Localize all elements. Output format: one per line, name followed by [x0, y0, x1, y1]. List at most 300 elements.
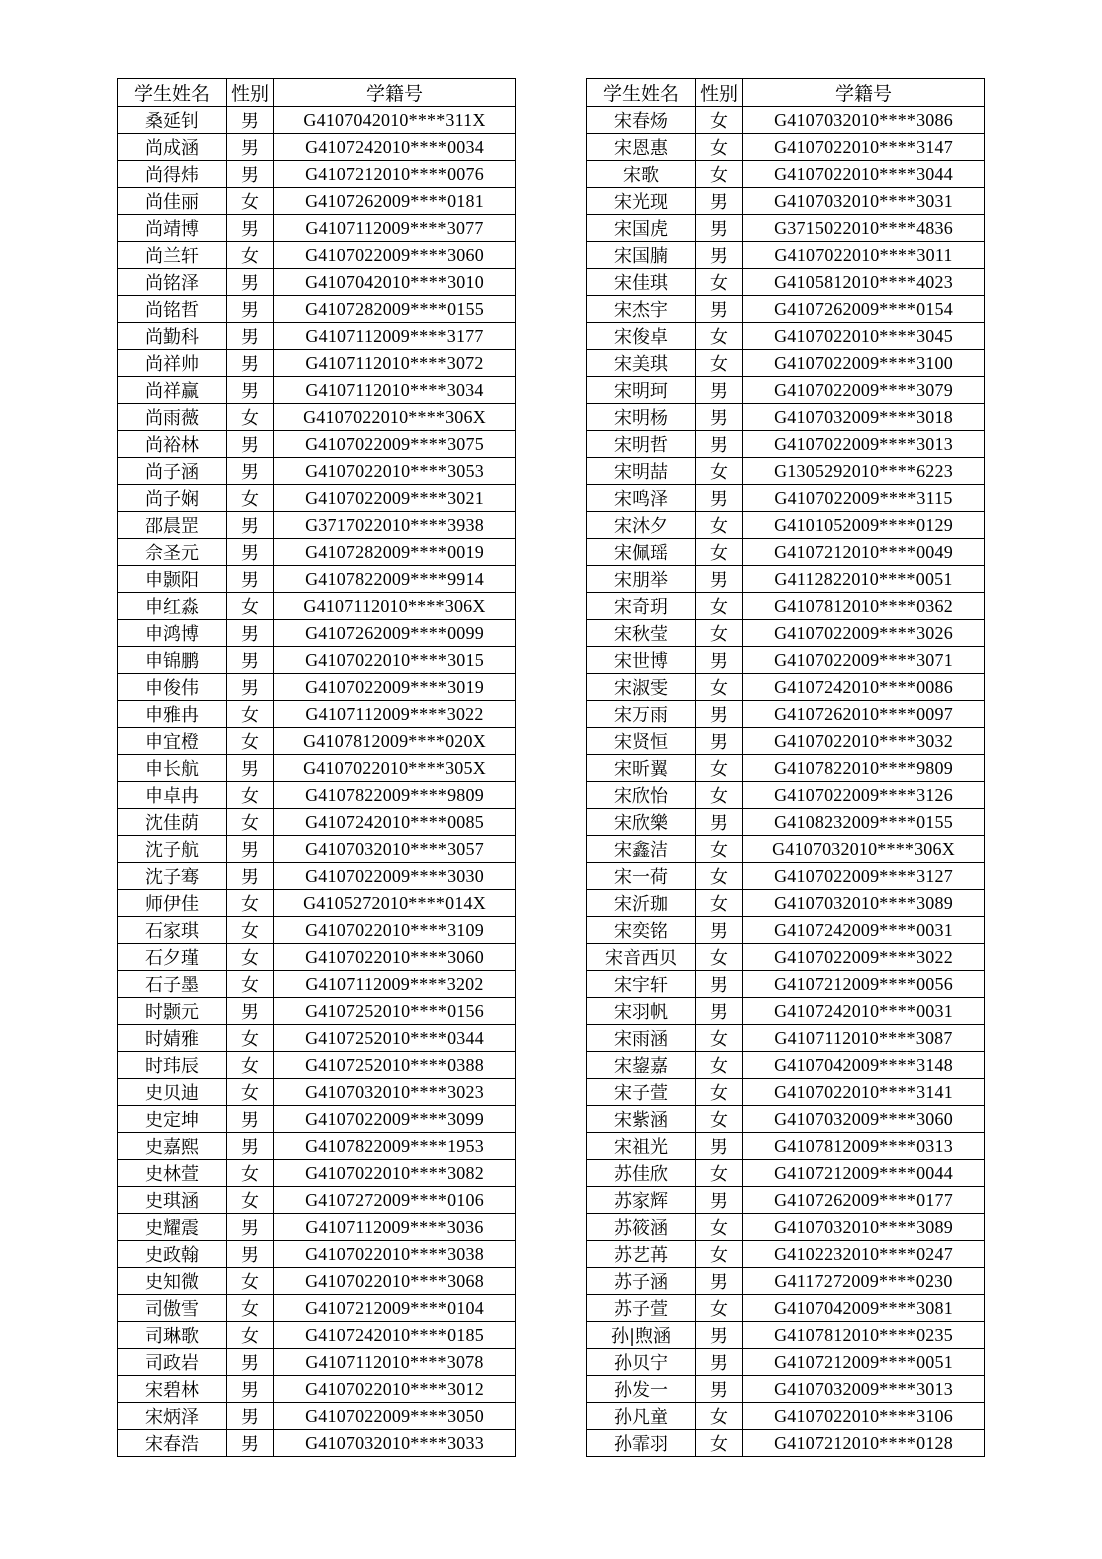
student-id: G4107022009****3030 — [274, 863, 516, 890]
student-id: G4107032010****3023 — [274, 1079, 516, 1106]
student-gender: 女 — [227, 944, 274, 971]
table-row — [587, 1187, 985, 1214]
student-id: G4107022009****3115 — [743, 485, 985, 512]
student-gender: 男 — [227, 836, 274, 863]
student-name: 宋春浩 — [118, 1430, 227, 1457]
table-row — [587, 1268, 985, 1295]
student-name: 宋明喆 — [587, 458, 696, 485]
student-name: 申红淼 — [118, 593, 227, 620]
student-gender: 女 — [696, 836, 743, 863]
table-row — [118, 1403, 516, 1430]
table-row — [118, 782, 516, 809]
table-row — [587, 647, 985, 674]
student-gender: 男 — [227, 1133, 274, 1160]
student-id: G4107112009****3177 — [274, 323, 516, 350]
student-name: 尚靖博 — [118, 215, 227, 242]
table-row — [118, 1133, 516, 1160]
student-name: 司政岩 — [118, 1349, 227, 1376]
student-id: G4107212010****0049 — [743, 539, 985, 566]
student-id: G4107022010****3015 — [274, 647, 516, 674]
student-id: G4107022010****3032 — [743, 728, 985, 755]
table-row — [587, 620, 985, 647]
student-gender: 女 — [227, 809, 274, 836]
table-row — [587, 1160, 985, 1187]
student-id: G4102232010****0247 — [743, 1241, 985, 1268]
table-row — [118, 620, 516, 647]
student-gender: 男 — [227, 161, 274, 188]
student-id: G4107032010****3086 — [743, 107, 985, 134]
table-row — [587, 971, 985, 998]
table-row — [118, 647, 516, 674]
student-id: G3715022010****4836 — [743, 215, 985, 242]
table-row — [118, 161, 516, 188]
student-gender: 男 — [227, 215, 274, 242]
table-row — [118, 1052, 516, 1079]
student-gender: 女 — [696, 782, 743, 809]
student-name: 石夕瑾 — [118, 944, 227, 971]
student-gender: 女 — [696, 1025, 743, 1052]
student-gender: 男 — [227, 539, 274, 566]
student-gender: 女 — [227, 1160, 274, 1187]
student-gender: 女 — [227, 188, 274, 215]
student-id: G4107112010****3034 — [274, 377, 516, 404]
student-name: 宋恩惠 — [587, 134, 696, 161]
table-row — [118, 269, 516, 296]
student-name: 史知微 — [118, 1268, 227, 1295]
student-gender: 女 — [696, 593, 743, 620]
student-name: 宋羽帆 — [587, 998, 696, 1025]
student-id: G4107212009****0051 — [743, 1349, 985, 1376]
student-name: 宋昕翼 — [587, 755, 696, 782]
student-id: G4105812010****4023 — [743, 269, 985, 296]
header-name: 学生姓名 — [587, 79, 696, 107]
student-id: G4107112010****3087 — [743, 1025, 985, 1052]
student-id: G4107822009****1953 — [274, 1133, 516, 1160]
student-id: G4107822009****9809 — [274, 782, 516, 809]
student-name: 史耀震 — [118, 1214, 227, 1241]
table-row — [587, 917, 985, 944]
student-name: 苏佳欣 — [587, 1160, 696, 1187]
table-row — [587, 242, 985, 269]
student-id: G4107022010****3109 — [274, 917, 516, 944]
table-row — [587, 782, 985, 809]
student-id: G4117272009****0230 — [743, 1268, 985, 1295]
student-id: G4107282009****0019 — [274, 539, 516, 566]
student-name: 沈子骞 — [118, 863, 227, 890]
table-row — [118, 215, 516, 242]
student-gender: 男 — [227, 377, 274, 404]
student-gender: 女 — [696, 1403, 743, 1430]
table-row — [118, 1241, 516, 1268]
table-row — [587, 377, 985, 404]
student-name: 宋沂珈 — [587, 890, 696, 917]
student-id: G4107022010****3044 — [743, 161, 985, 188]
student-name: 申俊伟 — [118, 674, 227, 701]
table-row — [587, 161, 985, 188]
table-row — [587, 1079, 985, 1106]
student-gender: 男 — [227, 1241, 274, 1268]
table-row — [118, 944, 516, 971]
student-name: 宋一荷 — [587, 863, 696, 890]
table-row — [587, 863, 985, 890]
student-id: G4107242010****0085 — [274, 809, 516, 836]
student-gender: 女 — [696, 1052, 743, 1079]
table-row — [118, 1322, 516, 1349]
table-row — [587, 107, 985, 134]
header-name: 学生姓名 — [118, 79, 227, 107]
table-row — [587, 1349, 985, 1376]
student-gender: 女 — [696, 269, 743, 296]
student-id: G4101052009****0129 — [743, 512, 985, 539]
student-name: 申鸿博 — [118, 620, 227, 647]
table-row — [118, 701, 516, 728]
student-id: G4105272010****014X — [274, 890, 516, 917]
student-name: 孙霏羽 — [587, 1430, 696, 1457]
student-name: 师伊佳 — [118, 890, 227, 917]
student-id: G4107262009****0181 — [274, 188, 516, 215]
student-gender: 女 — [227, 1052, 274, 1079]
student-id: G4107042010****311X — [274, 107, 516, 134]
student-name: 宋国腩 — [587, 242, 696, 269]
student-name: 尚子娴 — [118, 485, 227, 512]
student-gender: 女 — [696, 1241, 743, 1268]
student-id: G4107022009****3099 — [274, 1106, 516, 1133]
student-gender: 女 — [696, 539, 743, 566]
student-id: G4107822010****9809 — [743, 755, 985, 782]
student-name: 宋光现 — [587, 188, 696, 215]
student-name: 苏子涵 — [587, 1268, 696, 1295]
student-name: 宋鸣泽 — [587, 485, 696, 512]
student-gender: 女 — [227, 1079, 274, 1106]
table-row — [587, 269, 985, 296]
student-gender: 女 — [696, 1295, 743, 1322]
student-name: 宋杰宇 — [587, 296, 696, 323]
table-row — [118, 755, 516, 782]
table-row — [118, 809, 516, 836]
student-id: G4107032010****3089 — [743, 1214, 985, 1241]
student-id: G4107262009****0154 — [743, 296, 985, 323]
student-id: G4107212009****0104 — [274, 1295, 516, 1322]
student-gender: 女 — [696, 1079, 743, 1106]
student-id: G4107112009****3077 — [274, 215, 516, 242]
student-gender: 男 — [227, 269, 274, 296]
table-row — [587, 809, 985, 836]
table-row — [118, 296, 516, 323]
student-name: 尚得炜 — [118, 161, 227, 188]
student-id: G4107112010****3072 — [274, 350, 516, 377]
student-gender: 女 — [696, 350, 743, 377]
student-id: G4107022010****3053 — [274, 458, 516, 485]
table-row — [587, 1403, 985, 1430]
table-row — [587, 1322, 985, 1349]
student-name: 宋贤恒 — [587, 728, 696, 755]
table-row — [587, 134, 985, 161]
student-name: 时玮辰 — [118, 1052, 227, 1079]
student-id: G4107272009****0106 — [274, 1187, 516, 1214]
table-row — [587, 593, 985, 620]
student-name: 史定坤 — [118, 1106, 227, 1133]
student-gender: 女 — [696, 863, 743, 890]
student-name: 尚铭泽 — [118, 269, 227, 296]
student-gender: 女 — [696, 890, 743, 917]
student-name: 宋欣樂 — [587, 809, 696, 836]
student-id: G4107032009****3018 — [743, 404, 985, 431]
student-name: 邵晨罡 — [118, 512, 227, 539]
student-gender: 女 — [696, 323, 743, 350]
student-gender: 男 — [227, 1349, 274, 1376]
student-name: 沈佳荫 — [118, 809, 227, 836]
student-gender: 女 — [227, 1295, 274, 1322]
student-name: 石子墨 — [118, 971, 227, 998]
student-gender: 男 — [696, 404, 743, 431]
table-row — [587, 350, 985, 377]
table-row — [118, 107, 516, 134]
student-gender: 女 — [696, 134, 743, 161]
student-id: G4107032010****3033 — [274, 1430, 516, 1457]
table-row — [118, 1214, 516, 1241]
student-name: 桑延钊 — [118, 107, 227, 134]
student-id: G4107022010****3045 — [743, 323, 985, 350]
student-gender: 女 — [227, 890, 274, 917]
student-id: G4107022009****3071 — [743, 647, 985, 674]
student-gender: 男 — [227, 647, 274, 674]
student-gender: 男 — [227, 755, 274, 782]
student-gender: 男 — [227, 1430, 274, 1457]
student-id: G4107042009****3081 — [743, 1295, 985, 1322]
student-gender: 男 — [227, 1214, 274, 1241]
table-row — [587, 458, 985, 485]
student-gender: 男 — [227, 674, 274, 701]
table-row — [587, 1025, 985, 1052]
student-gender: 女 — [696, 1106, 743, 1133]
student-id: G4107022009****3060 — [274, 242, 516, 269]
student-name: 石家琪 — [118, 917, 227, 944]
student-id: G4107812009****0313 — [743, 1133, 985, 1160]
student-gender: 男 — [227, 566, 274, 593]
student-name: 宋淑雯 — [587, 674, 696, 701]
student-id: G4107252010****0156 — [274, 998, 516, 1025]
student-gender: 男 — [696, 377, 743, 404]
student-id: G4107282009****0155 — [274, 296, 516, 323]
student-id: G4107212010****0076 — [274, 161, 516, 188]
student-gender: 男 — [227, 323, 274, 350]
table-row — [118, 323, 516, 350]
table-row — [587, 1052, 985, 1079]
table-row — [118, 1430, 516, 1457]
student-gender: 女 — [696, 1160, 743, 1187]
student-name: 宋佳琪 — [587, 269, 696, 296]
student-id: G4107032010****306X — [743, 836, 985, 863]
student-name: 史嘉熙 — [118, 1133, 227, 1160]
student-id: G4107042010****3010 — [274, 269, 516, 296]
student-name: 宋国虎 — [587, 215, 696, 242]
table-row — [118, 512, 516, 539]
student-name: 尚兰轩 — [118, 242, 227, 269]
student-id: G4108232009****0155 — [743, 809, 985, 836]
student-id: G4107812010****0235 — [743, 1322, 985, 1349]
table-row — [587, 539, 985, 566]
student-gender: 女 — [227, 782, 274, 809]
student-id: G4107022010****3011 — [743, 242, 985, 269]
student-id: G4107112009****3036 — [274, 1214, 516, 1241]
student-name: 苏艺苒 — [587, 1241, 696, 1268]
student-name: 宋鑫洁 — [587, 836, 696, 863]
header-student-id: 学籍号 — [274, 79, 516, 107]
student-gender: 男 — [696, 647, 743, 674]
table-row — [118, 134, 516, 161]
student-gender: 女 — [227, 1268, 274, 1295]
student-gender: 男 — [227, 863, 274, 890]
table-row — [587, 188, 985, 215]
student-id: G4107022009****3126 — [743, 782, 985, 809]
student-gender: 女 — [227, 485, 274, 512]
student-name: 孙凡童 — [587, 1403, 696, 1430]
student-id: G4112822010****0051 — [743, 566, 985, 593]
student-gender: 女 — [227, 917, 274, 944]
student-id: G4107242009****0031 — [743, 917, 985, 944]
table-row — [118, 350, 516, 377]
student-id: G4107022010****3082 — [274, 1160, 516, 1187]
student-id: G4107022009****3100 — [743, 350, 985, 377]
student-gender: 女 — [696, 944, 743, 971]
table-row — [118, 1349, 516, 1376]
student-gender: 女 — [227, 1322, 274, 1349]
student-name: 沈子航 — [118, 836, 227, 863]
student-id: G4107022010****3106 — [743, 1403, 985, 1430]
student-id: G4107262010****0097 — [743, 701, 985, 728]
student-gender: 男 — [227, 1376, 274, 1403]
student-name: 宋春炀 — [587, 107, 696, 134]
student-gender: 男 — [696, 296, 743, 323]
table-row — [118, 1187, 516, 1214]
student-table-right — [586, 78, 985, 1457]
student-gender: 男 — [227, 620, 274, 647]
student-name: 尚勤科 — [118, 323, 227, 350]
student-name: 申锦鹏 — [118, 647, 227, 674]
student-id: G4107822009****9914 — [274, 566, 516, 593]
table-row — [587, 755, 985, 782]
table-row — [587, 566, 985, 593]
student-id: G4107112009****3202 — [274, 971, 516, 998]
table-row — [118, 971, 516, 998]
student-gender: 男 — [696, 998, 743, 1025]
table-row — [587, 1430, 985, 1457]
header-row — [587, 79, 985, 107]
student-gender: 女 — [227, 242, 274, 269]
student-id: G4107032010****3057 — [274, 836, 516, 863]
student-id: G4107022010****3147 — [743, 134, 985, 161]
student-name: 宋奕铭 — [587, 917, 696, 944]
table-row — [118, 890, 516, 917]
student-name: 申卓冉 — [118, 782, 227, 809]
student-id: G4107032010****3031 — [743, 188, 985, 215]
student-name: 尚子涵 — [118, 458, 227, 485]
student-gender: 男 — [696, 809, 743, 836]
student-name: 孙贝宁 — [587, 1349, 696, 1376]
student-gender: 男 — [227, 998, 274, 1025]
student-name: 尚雨薇 — [118, 404, 227, 431]
student-name: 宋俊卓 — [587, 323, 696, 350]
student-name: 宋万雨 — [587, 701, 696, 728]
header-student-id: 学籍号 — [743, 79, 985, 107]
student-gender: 女 — [696, 1430, 743, 1457]
table-row — [118, 1268, 516, 1295]
student-gender: 男 — [696, 1376, 743, 1403]
student-name: 申雅冉 — [118, 701, 227, 728]
table-row — [587, 512, 985, 539]
student-table-left — [117, 78, 516, 1457]
table-row — [118, 242, 516, 269]
student-id: G4107032010****3089 — [743, 890, 985, 917]
table-row — [587, 728, 985, 755]
student-name: 尚裕林 — [118, 431, 227, 458]
student-name: 申宜橙 — [118, 728, 227, 755]
student-name: 申颢阳 — [118, 566, 227, 593]
table-row — [587, 944, 985, 971]
table-row — [587, 1376, 985, 1403]
student-name: 宋宇轩 — [587, 971, 696, 998]
table-row — [587, 215, 985, 242]
student-id: G4107042009****3148 — [743, 1052, 985, 1079]
student-name: 宋歌 — [587, 161, 696, 188]
table-row — [118, 863, 516, 890]
header-gender: 性别 — [227, 79, 274, 107]
table-row — [118, 917, 516, 944]
student-id: G4107212010****0128 — [743, 1430, 985, 1457]
student-id: G1305292010****6223 — [743, 458, 985, 485]
student-id: G4107112010****3078 — [274, 1349, 516, 1376]
table-row — [587, 1106, 985, 1133]
student-name: 史政翰 — [118, 1241, 227, 1268]
table-row — [118, 188, 516, 215]
student-id: G4107022009****3127 — [743, 863, 985, 890]
student-id: G4107112010****306X — [274, 593, 516, 620]
student-id: G4107022009****3022 — [743, 944, 985, 971]
student-id: G4107022009****3075 — [274, 431, 516, 458]
student-id: G4107032009****3060 — [743, 1106, 985, 1133]
table-row — [118, 1106, 516, 1133]
table-row — [118, 1160, 516, 1187]
student-gender: 男 — [696, 701, 743, 728]
table-row — [587, 485, 985, 512]
student-gender: 男 — [227, 512, 274, 539]
student-name: 史贝迪 — [118, 1079, 227, 1106]
student-gender: 男 — [696, 1187, 743, 1214]
table-row — [587, 701, 985, 728]
student-name: 宋子萱 — [587, 1079, 696, 1106]
table-row — [587, 323, 985, 350]
table-row — [587, 431, 985, 458]
student-name: 宋鋆嘉 — [587, 1052, 696, 1079]
table-row — [118, 836, 516, 863]
student-id: G4107242010****0031 — [743, 998, 985, 1025]
student-gender: 男 — [227, 1403, 274, 1430]
student-name: 时颢元 — [118, 998, 227, 1025]
student-id: G4107022009****3050 — [274, 1403, 516, 1430]
table-row — [118, 998, 516, 1025]
student-name: 宋祖光 — [587, 1133, 696, 1160]
student-id: G3717022010****3938 — [274, 512, 516, 539]
table-row — [118, 593, 516, 620]
table-row — [587, 998, 985, 1025]
student-id: G4107032009****3013 — [743, 1376, 985, 1403]
table-row — [587, 404, 985, 431]
student-name: 尚铭哲 — [118, 296, 227, 323]
student-name: 宋沐夕 — [587, 512, 696, 539]
student-name: 宋朋举 — [587, 566, 696, 593]
table-row — [118, 404, 516, 431]
student-name: 宋炳泽 — [118, 1403, 227, 1430]
